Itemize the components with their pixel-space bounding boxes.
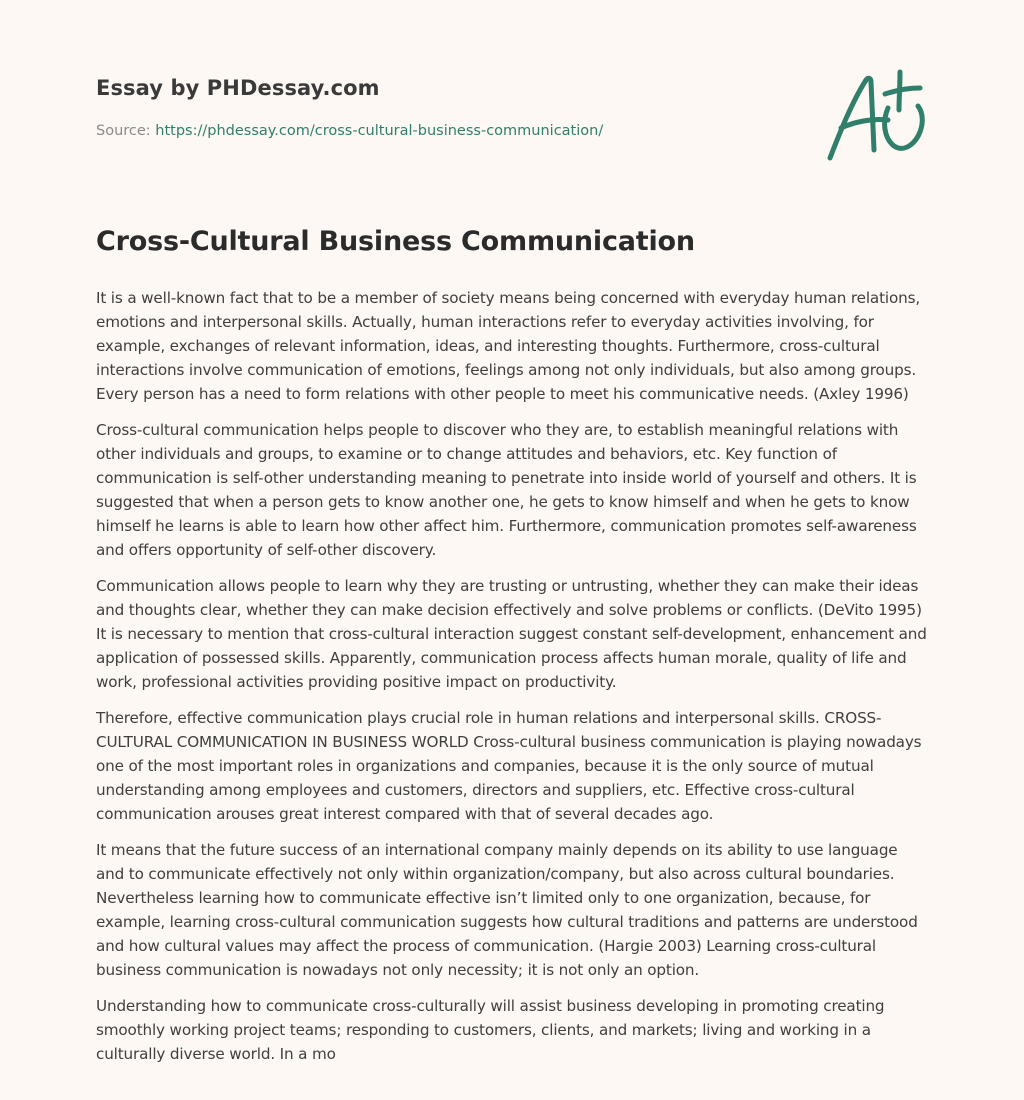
source-link[interactable]: https://phdessay.com/cross-cultural-business-communication/ bbox=[155, 123, 604, 139]
essay-paragraph: It means that the future success of an international company mainly depends on its ability to use language and to communicate effectively not only within organization/company, but also across cultural boundaries. Nevertheless learning how to communicate effective isn’t limited only to one organization, because, for example, learning cross-cultural communication suggests how cultural traditions and patterns are understood and how cultural values may affect the process of communication. (Hargie 2003) Learning cross-cultural business communication is nowadays not only necessity; it is not only an option. bbox=[96, 841, 918, 979]
essay-body bbox=[96, 286, 928, 1078]
site-brand: Essay by PHDessay.com bbox=[96, 76, 380, 100]
essay-paragraph: Therefore, effective communication plays crucial role in human relations and interpersonal skills. CROSS-CULTURAL COMMUNICATION IN BUSINESS WORLD Cross-cultural business communication is playing nowadays one of the most important roles in organizations and companies, because it is the only source of mutual understanding among employees and customers, directors and suppliers, etc. Effective cross-cultural communication arouses great interest compared with that of several decades ago. bbox=[96, 709, 922, 823]
essay-paragraph: Cross-cultural communication helps people to discover who they are, to establish meaningful relations with other individuals and groups, to examine or to change attitudes and behaviors, etc. Key function of communication is self-other understanding meaning to penetrate into inside world of yourself and others. It is suggested that when a person gets to know another one, he gets to know himself and when he gets to know himself he learns is able to learn how other affect him. Furthermore, communication promotes self-awareness and offers opportunity of self-other discovery. bbox=[96, 421, 917, 559]
essay-paragraph: It is a well-known fact that to be a member of society means being concerned with everyday human relations, emotions and interpersonal skills. Actually, human interactions refer to everyday activities involving, for example, exchanges of relevant information, ideas, and interesting thoughts. Furthermore, cross-cultural interactions involve communication of emotions, feelings among not only individuals, but also among groups. Every person has a need to form relations with other people to meet his communicative needs. (Axley 1996) bbox=[96, 289, 921, 403]
essay-paragraph: Understanding how to communicate cross-culturally will assist business developing in promoting creating smoothly working project teams; responding to customers, clients, and markets; living and working in a culturally diverse world. In a mo bbox=[96, 997, 885, 1063]
source-line bbox=[96, 123, 603, 139]
essay-title: Cross-Cultural Business Communication bbox=[96, 226, 695, 257]
essay-paragraph: Communication allows people to learn why they are trusting or untrusting, whether they can make their ideas and thoughts clear, whether they can make decision effectively and solve problems or conflicts. (DeVito 1995) It is necessary to mention that cross-cultural interaction suggest constant self-development, enhancement and application of possessed skills. Apparently, communication process affects human morale, quality of life and work, professional activities providing positive impact on productivity. bbox=[96, 577, 927, 691]
source-label: Source: bbox=[96, 123, 156, 139]
a-plus-grade-icon bbox=[822, 66, 930, 166]
